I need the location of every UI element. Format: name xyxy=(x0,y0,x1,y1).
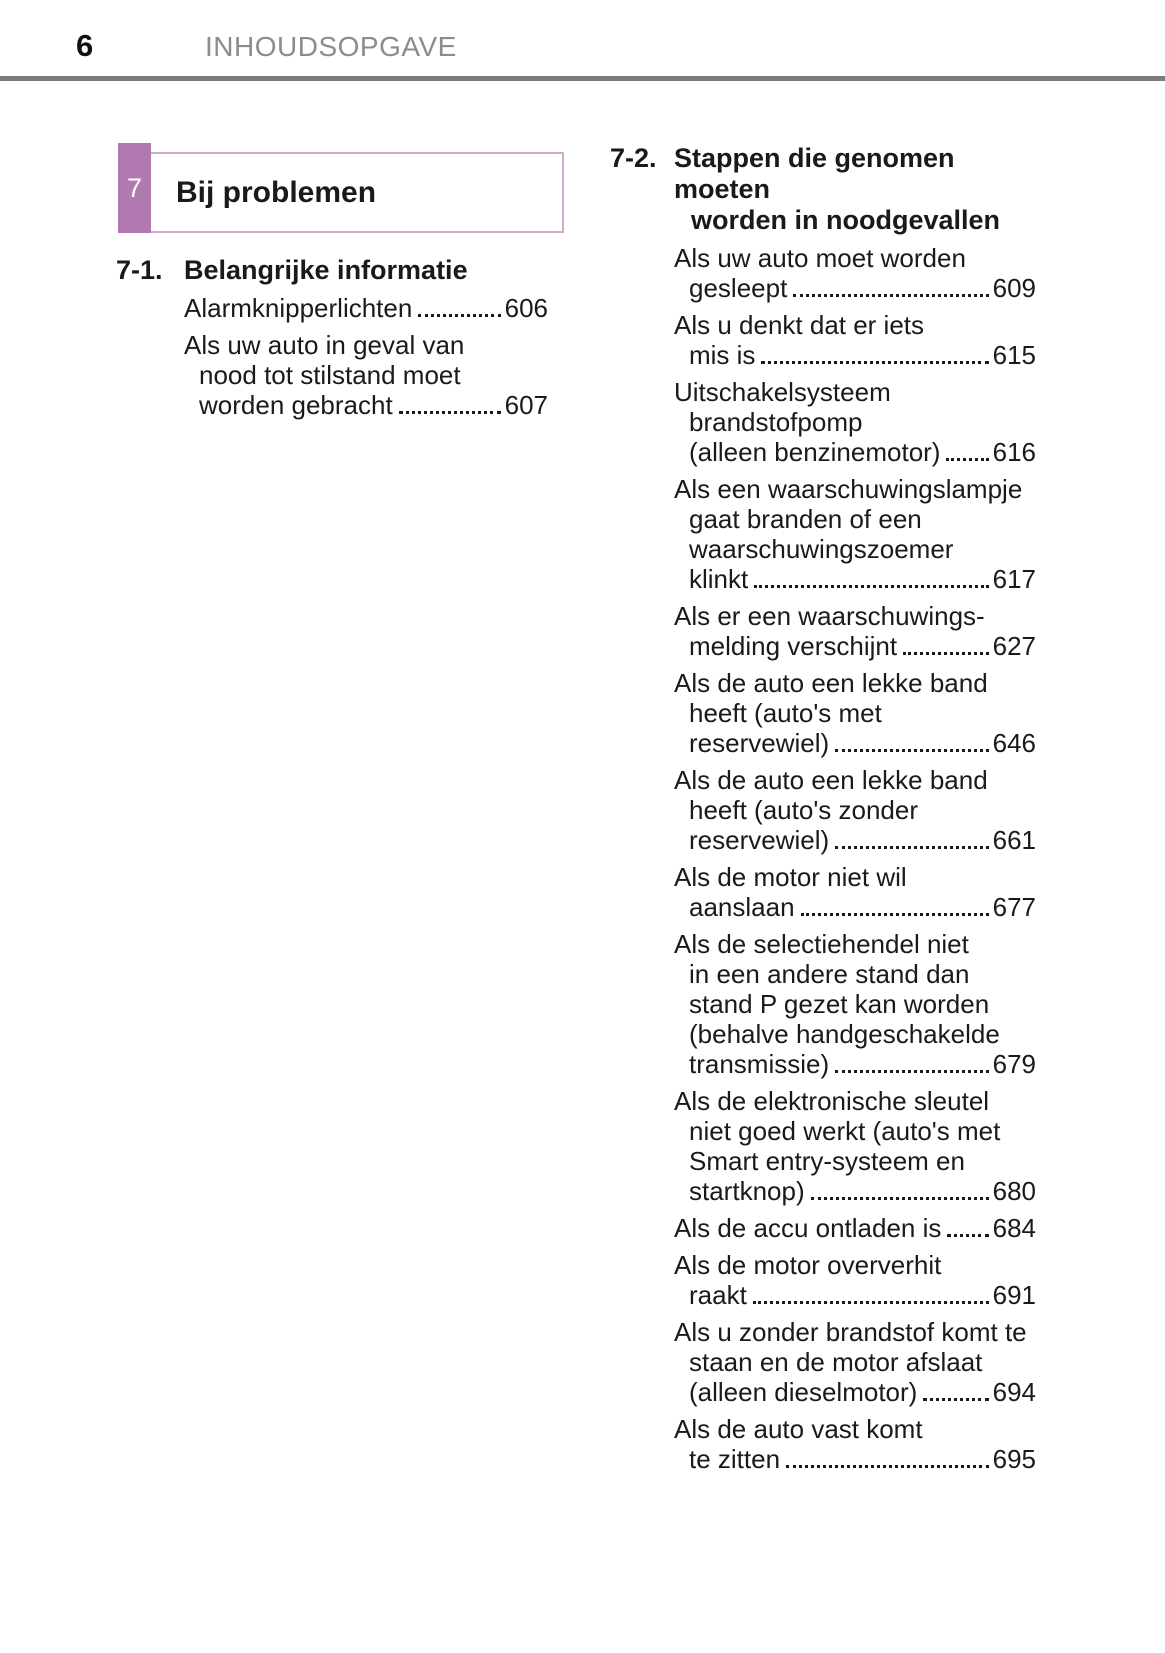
page-header-title: INHOUDSOPGAVE xyxy=(205,31,457,62)
entry-text: melding verschijnt xyxy=(689,631,898,661)
entry-line xyxy=(689,1444,1036,1474)
entry-line: Als de motor niet wil xyxy=(674,862,907,892)
entry-line: heeft (auto's zonder xyxy=(689,795,918,825)
dot-leader xyxy=(418,314,500,317)
entry-line: Als u zonder brandstof komt te xyxy=(674,1317,1027,1347)
entry-line xyxy=(199,390,548,420)
dot-leader xyxy=(946,458,988,461)
dot-leader xyxy=(903,652,989,655)
dot-leader xyxy=(923,1398,988,1401)
entry-line: Als de auto een lekke band xyxy=(674,668,988,698)
entry-line: Als u denkt dat er iets xyxy=(674,310,925,340)
entry-text: gesleept xyxy=(689,273,788,303)
entry-line: waarschuwingszoemer xyxy=(689,534,954,564)
dot-leader xyxy=(811,1197,989,1200)
entry-line: Als een waarschuwingslampje xyxy=(674,474,1023,504)
entry-line: in een andere stand dan xyxy=(689,959,970,989)
dot-leader xyxy=(947,1234,988,1237)
chapter-tab xyxy=(118,143,151,233)
entry-line: Als de auto een lekke band xyxy=(674,765,988,795)
section-number: 7-1. xyxy=(116,255,163,285)
entry-line: gaat branden of een xyxy=(689,504,922,534)
dot-leader xyxy=(761,361,988,364)
entry-line xyxy=(689,340,1036,370)
toc-entry[interactable] xyxy=(608,862,1036,922)
toc-entry[interactable] xyxy=(608,765,1036,855)
entry-page-number: 617 xyxy=(992,564,1036,594)
toc-entry[interactable] xyxy=(112,330,548,420)
toc-entry[interactable] xyxy=(608,243,1036,303)
entry-page-number: 695 xyxy=(992,1444,1036,1474)
entry-line xyxy=(689,1176,1036,1206)
toc-entry[interactable] xyxy=(608,1086,1036,1206)
entry-line: nood tot stilstand moet xyxy=(199,360,461,390)
page-number: 6 xyxy=(76,28,94,63)
section-7-1 xyxy=(112,255,548,420)
entry-line: Als uw auto in geval van xyxy=(184,330,465,360)
toc-entry[interactable] xyxy=(608,377,1036,467)
entry-line: Als de auto vast komt xyxy=(674,1414,923,1444)
entry-line: heeft (auto's met xyxy=(689,698,882,728)
entry-text: klinkt xyxy=(689,564,749,594)
toc-entry[interactable] xyxy=(608,1317,1036,1407)
entry-line: staan en de motor afslaat xyxy=(689,1347,983,1377)
entry-text: Als de accu ontladen is xyxy=(674,1213,942,1243)
entry-text: (alleen dieselmotor) xyxy=(689,1377,918,1407)
entry-page-number: 616 xyxy=(992,437,1036,467)
entry-page-number: 661 xyxy=(992,825,1036,855)
entry-text: reservewiel) xyxy=(689,728,830,758)
toc-entry[interactable] xyxy=(608,310,1036,370)
entry-page-number: 677 xyxy=(992,892,1036,922)
section-title xyxy=(184,255,548,286)
dot-leader xyxy=(786,1465,989,1468)
chapter-title: Bij problemen xyxy=(176,175,377,209)
dot-leader xyxy=(754,585,988,588)
toc-entry[interactable] xyxy=(608,1414,1036,1474)
entry-line: Als uw auto moet worden xyxy=(674,243,966,273)
toc-entry[interactable] xyxy=(112,293,548,323)
dot-leader xyxy=(399,411,501,414)
entry-text: (alleen benzinemotor) xyxy=(689,437,941,467)
entry-text: Alarmknipperlichten xyxy=(184,293,413,323)
entry-page-number: 606 xyxy=(504,293,548,323)
entry-text: aanslaan xyxy=(689,892,795,922)
toc-column-right xyxy=(608,143,1036,1474)
entry-line xyxy=(689,631,1036,661)
entry-line xyxy=(689,273,1036,303)
entry-page-number: 607 xyxy=(504,390,548,420)
toc-column-left xyxy=(112,143,548,420)
entry-line: stand P gezet kan worden xyxy=(689,989,990,1019)
dot-leader xyxy=(835,749,988,752)
section-title-line: Belangrijke informatie xyxy=(184,255,468,285)
section-title-line: Stappen die genomen moeten xyxy=(674,143,955,204)
entry-line: Smart entry-systeem en xyxy=(689,1146,965,1176)
toc-entry[interactable] xyxy=(608,668,1036,758)
entry-line xyxy=(689,892,1036,922)
entry-line xyxy=(689,1049,1036,1079)
section-heading xyxy=(608,143,1036,236)
entry-line xyxy=(674,1213,1036,1243)
entry-line: Als de elektronische sleutel xyxy=(674,1086,990,1116)
entry-line xyxy=(689,825,1036,855)
entry-page-number: 615 xyxy=(992,340,1036,370)
toc-entry[interactable] xyxy=(608,474,1036,594)
entry-line: Als de selectiehendel niet xyxy=(674,929,969,959)
entry-text: startknop) xyxy=(689,1176,805,1206)
dot-leader xyxy=(753,1301,989,1304)
section-title-line: worden in noodgevallen xyxy=(691,205,1001,235)
entry-line: brandstofpomp xyxy=(689,407,863,437)
toc-entry[interactable] xyxy=(608,929,1036,1079)
dot-leader xyxy=(835,1070,988,1073)
entry-text: te zitten xyxy=(689,1444,781,1474)
dot-leader xyxy=(835,846,988,849)
entry-line xyxy=(184,293,548,323)
entry-line xyxy=(689,437,1036,467)
header-rule xyxy=(0,76,1165,81)
entry-page-number: 679 xyxy=(992,1049,1036,1079)
entry-text: raakt xyxy=(689,1280,747,1310)
entry-line xyxy=(689,1280,1036,1310)
section-7-2 xyxy=(608,143,1036,1474)
entry-page-number: 627 xyxy=(992,631,1036,661)
section-number: 7-2. xyxy=(610,143,657,173)
chapter-number: 7 xyxy=(126,172,143,203)
toc-entry[interactable] xyxy=(608,601,1036,661)
entry-line: Uitschakelsysteem xyxy=(674,377,891,407)
dot-leader xyxy=(801,913,989,916)
entry-text: reservewiel) xyxy=(689,825,830,855)
entry-text: worden gebracht xyxy=(199,390,393,420)
entry-text: transmissie) xyxy=(689,1049,830,1079)
entry-page-number: 684 xyxy=(992,1213,1036,1243)
entry-page-number: 680 xyxy=(992,1176,1036,1206)
section-title xyxy=(674,143,1036,236)
entry-page-number: 646 xyxy=(992,728,1036,758)
entry-line xyxy=(689,1377,1036,1407)
entry-page-number: 694 xyxy=(992,1377,1036,1407)
chapter-box xyxy=(118,152,564,233)
entry-line xyxy=(689,564,1036,594)
toc-entry[interactable] xyxy=(608,1250,1036,1310)
entry-line: Als er een waarschuwings- xyxy=(674,601,985,631)
entry-line: Als de motor oververhit xyxy=(674,1250,942,1280)
entry-page-number: 691 xyxy=(992,1280,1036,1310)
entry-page-number: 609 xyxy=(992,273,1036,303)
toc-entry[interactable] xyxy=(608,1213,1036,1243)
entry-line: niet goed werkt (auto's met xyxy=(689,1116,1001,1146)
entry-line: (behalve handgeschakelde xyxy=(689,1019,1000,1049)
dot-leader xyxy=(793,294,988,297)
section-heading xyxy=(112,255,548,286)
entry-text: mis is xyxy=(689,340,756,370)
entry-line xyxy=(689,728,1036,758)
